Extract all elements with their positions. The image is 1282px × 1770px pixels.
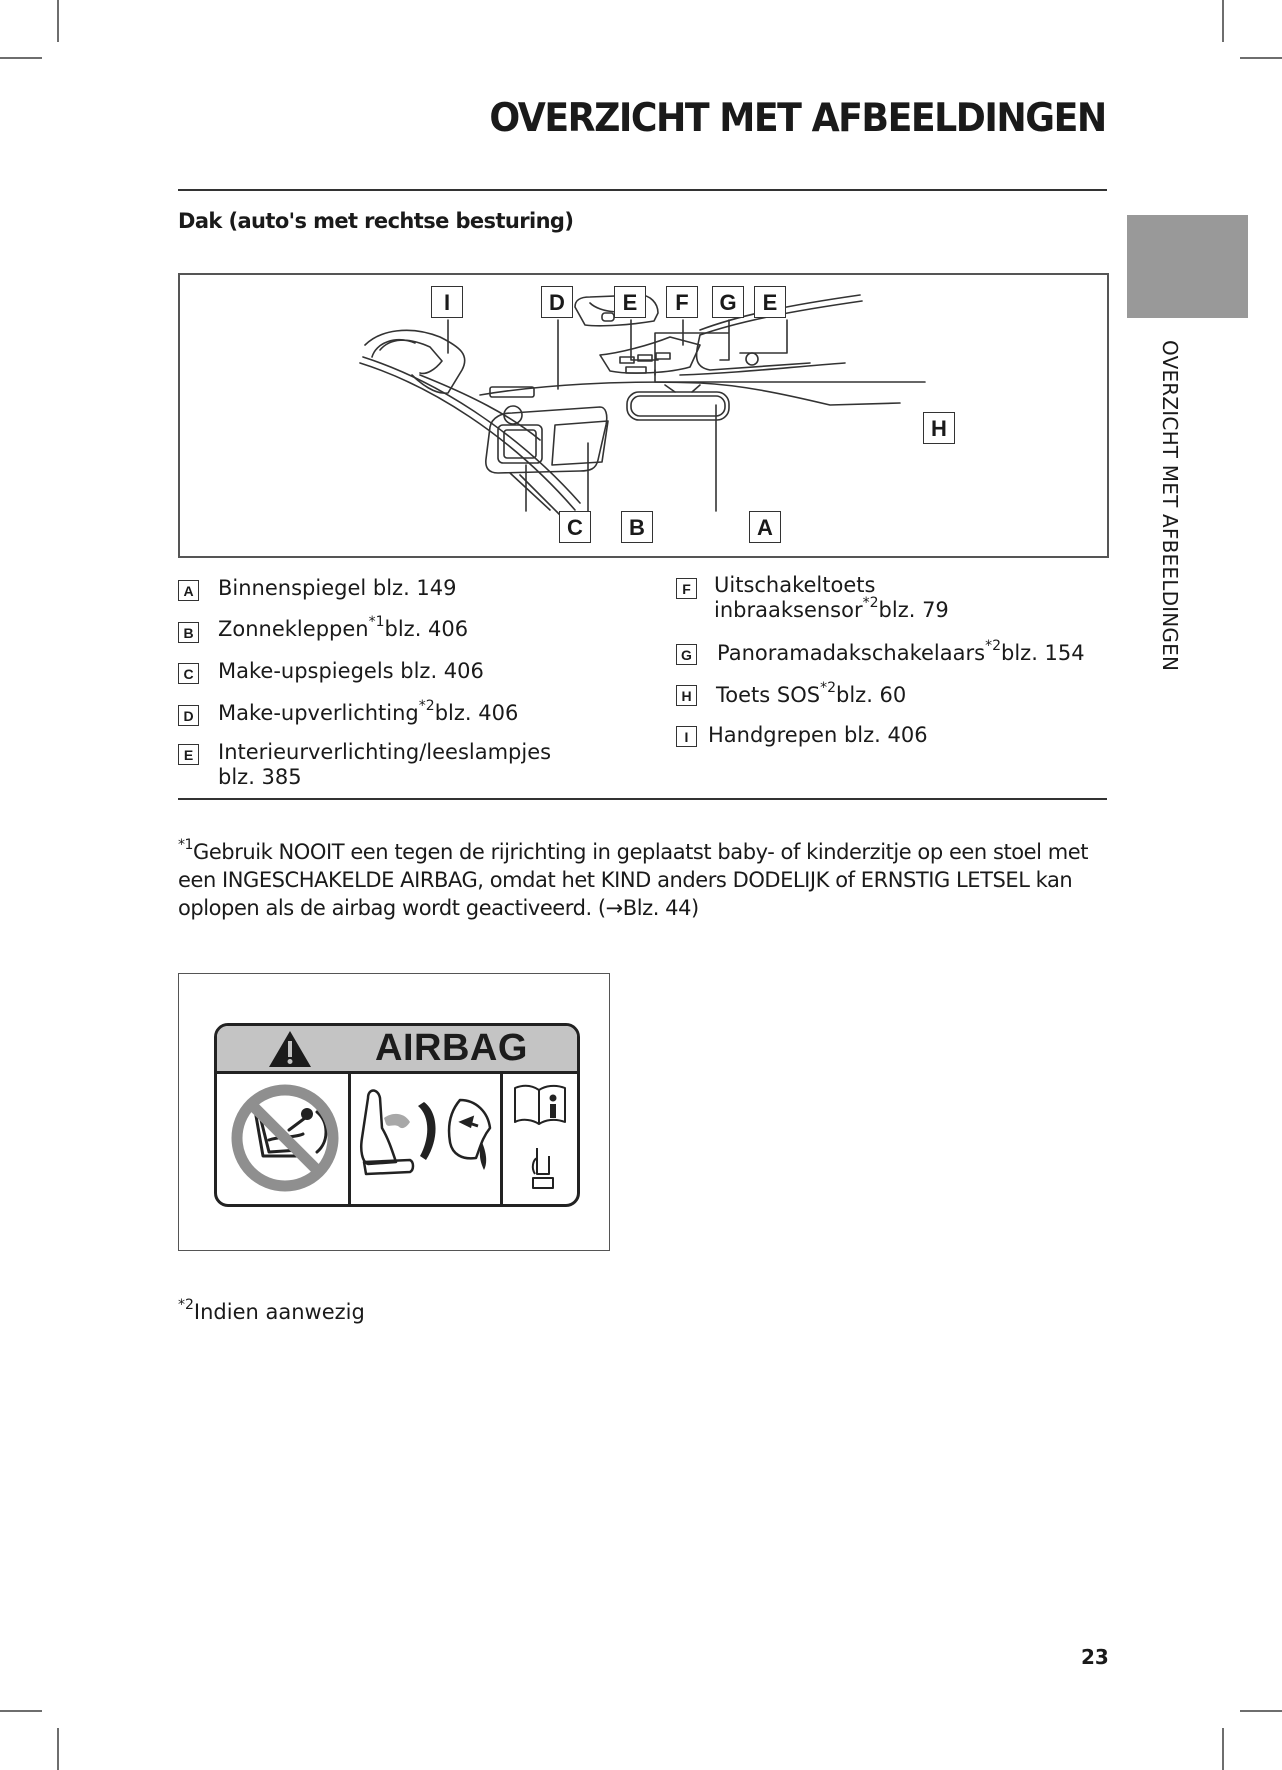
crop-mark <box>1240 57 1282 59</box>
crop-mark <box>1222 1728 1224 1770</box>
callout-g: G <box>712 286 744 318</box>
legend-key-e: E <box>178 744 199 765</box>
callout-b: B <box>621 511 653 543</box>
legend-key-i: I <box>676 726 697 747</box>
page-number: 23 <box>1081 1645 1109 1669</box>
roof-diagram <box>178 273 1109 558</box>
legend-key-d: D <box>178 705 199 726</box>
callout-i: I <box>431 286 463 318</box>
chapter-tab <box>1127 215 1248 318</box>
legend-item-i: Handgrepen blz. 406 <box>708 723 928 747</box>
legend-item-a: Binnenspiegel blz. 149 <box>218 576 457 600</box>
section-title: Dak (auto's met rechtse besturing) <box>178 209 574 233</box>
callout-f: F <box>666 286 698 318</box>
label-divider <box>348 1074 351 1204</box>
callout-e-right: E <box>754 286 786 318</box>
crop-mark <box>1222 0 1224 42</box>
legend-item-d: Make-upverlichting$^{*2}$blz. 406 <box>218 698 519 725</box>
callout-d: D <box>541 286 573 318</box>
header-divider <box>178 189 1107 191</box>
legend-item-h: Toets SOS$^{*2}$blz. 60 <box>716 680 907 707</box>
callout-a: A <box>749 511 781 543</box>
warning-triangle-icon <box>267 1029 313 1069</box>
callout-h: H <box>923 412 955 444</box>
legend-key-g: G <box>676 644 697 665</box>
airbag-deploy-hazard-icon <box>352 1078 500 1198</box>
callout-e-left: E <box>614 286 646 318</box>
legend-key-c: C <box>178 663 199 684</box>
legend-key-h: H <box>676 685 697 706</box>
legend-item-g: Panoramadakschakelaars$^{*2}$blz. 154 <box>717 638 1085 665</box>
no-rear-facing-child-seat-icon <box>225 1078 345 1198</box>
legend-item-e: Interieurverlichting/leeslampjes blz. 385 <box>218 740 552 789</box>
legend-key-b: B <box>178 622 199 643</box>
legend-key-f: F <box>676 578 697 599</box>
crop-mark <box>57 0 59 42</box>
legend-key-a: A <box>178 580 199 601</box>
airbag-heading: AIRBAG <box>375 1027 528 1069</box>
crop-mark <box>1240 1710 1282 1712</box>
page-title: OVERZICHT MET AFBEELDINGEN <box>489 96 1106 141</box>
airbag-warning-label <box>214 1023 580 1207</box>
chapter-tab-label: OVERZICHT MET AFBEELDINGEN <box>1158 340 1182 672</box>
crop-mark <box>0 57 42 59</box>
crop-mark <box>0 1710 42 1712</box>
airbag-label-header <box>217 1026 577 1074</box>
crop-mark <box>57 1728 59 1770</box>
footnote-2: $^{*2}$Indien aanwezig <box>178 1297 365 1324</box>
label-divider <box>500 1074 503 1204</box>
read-manual-icon <box>505 1078 575 1198</box>
legend-item-c: Make-upspiegels blz. 406 <box>218 659 484 683</box>
legend-divider <box>178 798 1107 800</box>
callout-c: C <box>559 511 591 543</box>
legend-item-b: Zonnekleppen$^{*1}$blz. 406 <box>218 614 469 641</box>
legend-item-f: Uitschakeltoets inbraaksensor$^{*2}$blz. 79 <box>714 573 949 622</box>
footnote-1: $^{*1}$Gebruik NOOIT een tegen de rijrichting in geplaatst baby- of kinderzitje op een stoel met een INGESCHAKELDE AIRBAG, omdat het KIND anders DODELIJK of ERNSTIG LETSEL kan oplopen als de airbag wordt geactiveerd. (→Blz. 44) <box>178 837 1088 920</box>
